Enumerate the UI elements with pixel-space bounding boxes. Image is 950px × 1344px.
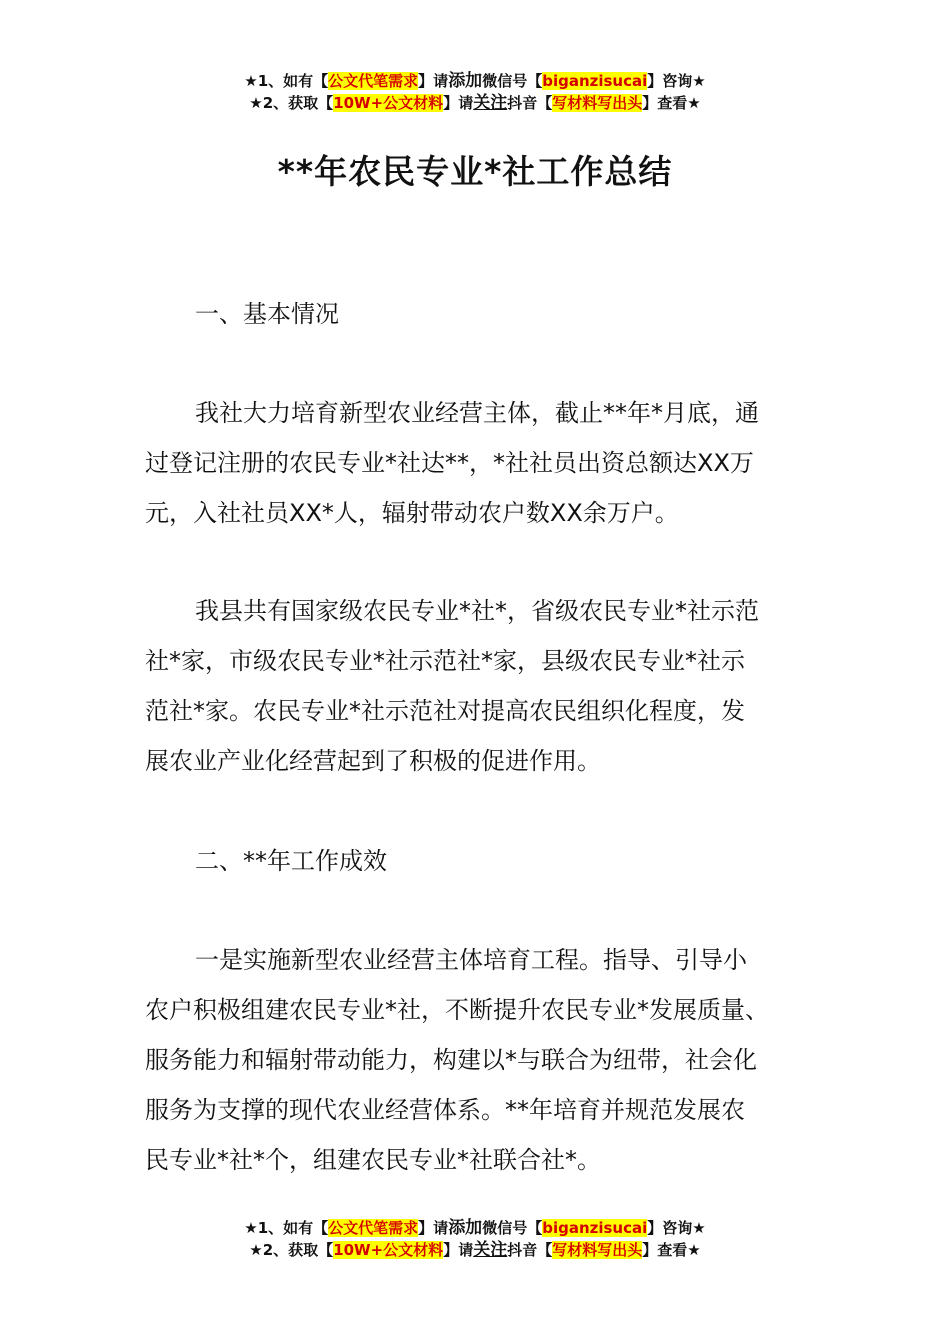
paragraph-3 [145,935,815,1185]
banner-text: 添加 [448,71,483,91]
wechat-id: biganzisucai [542,1219,648,1237]
banner-text: ★2、获取【 [249,94,334,112]
douyin-id: 写材料写出头 [552,1241,643,1259]
banner-highlight: 10W+公文材料 [333,94,444,112]
banner-text: 】请 [443,1241,474,1259]
section-heading-2: 二、**年工作成效 [195,847,387,875]
document-title: **年农民专业*社工作总结 [277,152,673,191]
paragraph-line: 服务为支撑的现代农业经营体系。**年培育并规范发展农 [145,1096,745,1124]
paragraph-line: 我县共有国家级农民专业*社*，省级农民专业*社示范 [195,597,759,625]
banner-line-1 [0,70,950,92]
paragraph-line: 农户积极组建农民专业*社，不断提升农民专业*发展质量、 [145,996,769,1024]
banner-text: 】请 [418,72,449,90]
banner-highlight: 10W+公文材料 [333,1241,444,1259]
banner-line-1 [0,1217,950,1239]
paragraph-line: 一是实施新型农业经营主体培育工程。指导、引导小 [195,946,747,974]
banner-text: ★2、获取【 [249,1241,334,1259]
banner-text: 】咨询★ [647,72,706,90]
paragraph-2 [145,586,815,786]
banner-line-2 [0,92,950,114]
banner-text: 抖音【 [507,94,553,112]
paragraph-line: 服务能力和辐射带动能力，构建以*与联合为纽带，社会化 [145,1046,757,1074]
wechat-id: biganzisucai [542,72,648,90]
banner-text: 】请 [418,1219,449,1237]
paragraph-line: 过登记注册的农民专业*社达**，*社社员出资总额达XX万 [145,449,754,477]
paragraph-line: 元，入社社员XX*人，辐射带动农户数XX余万户。 [145,499,679,527]
paragraph-line: 民专业*社*个，组建农民专业*社联合社*。 [145,1146,601,1174]
section-heading-1: 一、基本情况 [195,300,339,328]
banner-text: ★1、如有【 [244,1219,329,1237]
banner-highlight: 公文代笔需求 [328,1219,419,1237]
footer-banner [0,1217,950,1261]
banner-text: 】查看★ [642,1241,701,1259]
banner-text: 关注 [473,93,508,113]
banner-line-2 [0,1239,950,1261]
banner-text: 微信号【 [482,72,543,90]
banner-text: 抖音【 [507,1241,553,1259]
banner-text: 添加 [448,1218,483,1238]
banner-text: 】查看★ [642,94,701,112]
douyin-id: 写材料写出头 [552,94,643,112]
header-banner [0,70,950,114]
banner-text: ★1、如有【 [244,72,329,90]
banner-text: 】咨询★ [647,1219,706,1237]
paragraph-line: 展农业产业化经营起到了积极的促进作用。 [145,747,601,775]
paragraph-line: 社*家，市级农民专业*社示范社*家，县级农民专业*社示 [145,647,745,675]
banner-text: 关注 [473,1240,508,1260]
paragraph-line: 范社*家。农民专业*社示范社对提高农民组织化程度，发 [145,697,745,725]
paragraph-1 [145,388,815,538]
banner-text: 】请 [443,94,474,112]
banner-text: 微信号【 [482,1219,543,1237]
banner-highlight: 公文代笔需求 [328,72,419,90]
paragraph-line: 我社大力培育新型农业经营主体，截止**年*月底，通 [195,399,759,427]
